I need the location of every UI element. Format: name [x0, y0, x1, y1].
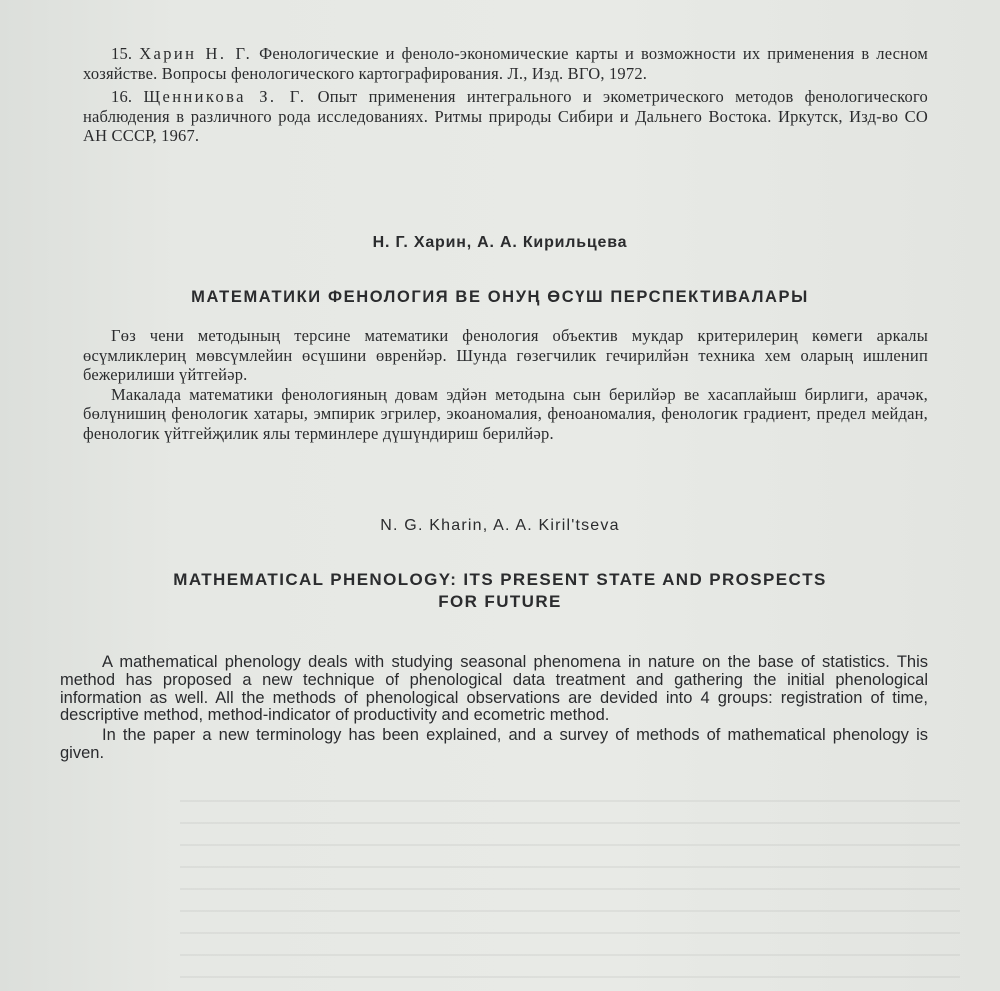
reference-text: Опыт применения интегрального и экометрического методов фенологического наблюдения в различного рода исследованиях. Ритмы природы Сибири и Дальнего Востока. Иркутск, Изд-во СО АН СССР, 1967.: [83, 87, 929, 145]
reference-number: 15.: [111, 44, 133, 63]
reference-item: [83, 44, 928, 83]
english-authors: N. G. Kharin, A. A. Kiril'tseva: [380, 517, 620, 534]
reference-number: 16.: [111, 87, 133, 106]
reference-author: Щенникова З. Г.: [143, 87, 307, 106]
local-authors: Н. Г. Харин, А. А. Кирильцева: [372, 234, 628, 251]
local-abstract: [83, 326, 928, 443]
english-title-line: FOR FUTURE: [438, 592, 562, 611]
local-abstract-paragraph: Макалада математики фенологияның довам эдйән методына сын берилйәр ве хасаплайыш бирлиги, арачәк, бөлүнишиң фенологик хатары, эмпирик эгрилер, экоаномалия, феноаномалия, фенологик градиент, предел мейдан, фенологик үйтгейҗилик ялы терминлере дүшүндириш берилйәр.: [83, 384, 928, 443]
reference-text: Фенологические и феноло-экономические карты и возможности их применения в лесном хозяйстве. Вопросы фенологического картографирования. Л., Изд. ВГО, 1972.: [83, 44, 928, 83]
english-abstract-paragraph: A mathematical phenology deals with studying seasonal phenomena in nature on the base of statistics. This method has proposed a new technique of phenological data treatment and gathering the initial phenological information as well. All the methods of phenological observations are devided into 4 groups: registration of time, descriptive method, method-indicator of productivity and ecometric method.: [60, 653, 928, 725]
reference-item: [83, 87, 928, 146]
english-abstract: [60, 654, 928, 763]
english-title-line: MATHEMATICAL PHENOLOGY: ITS PRESENT STATE AND PROSPECTS: [173, 570, 827, 589]
english-abstract-paragraph: In the paper a new terminology has been explained, and a survey of methods of mathematical phenology is given.: [60, 726, 928, 762]
local-abstract-paragraph: Гөз чени методының терсине математики фенология объектив мукдар критерилериң көмеги аркалы өсүмликлериң мөвсүмлейин өсүшини өвренйәр. Шунда гөзегчилик гечирилйән техника хем оларың ишленип бежерилиши үйтгейәр.: [83, 326, 928, 384]
local-title: МАТЕМАТИКИ ФЕНОЛОГИЯ ВЕ ОНУҢ ӨСҮШ ПЕРСПЕКТИВАЛАРЫ: [191, 288, 809, 306]
reference-author: Харин Н. Г.: [139, 44, 253, 63]
references-list: [83, 44, 928, 150]
show-through-texture: [180, 800, 960, 980]
english-title: [0, 569, 1000, 613]
